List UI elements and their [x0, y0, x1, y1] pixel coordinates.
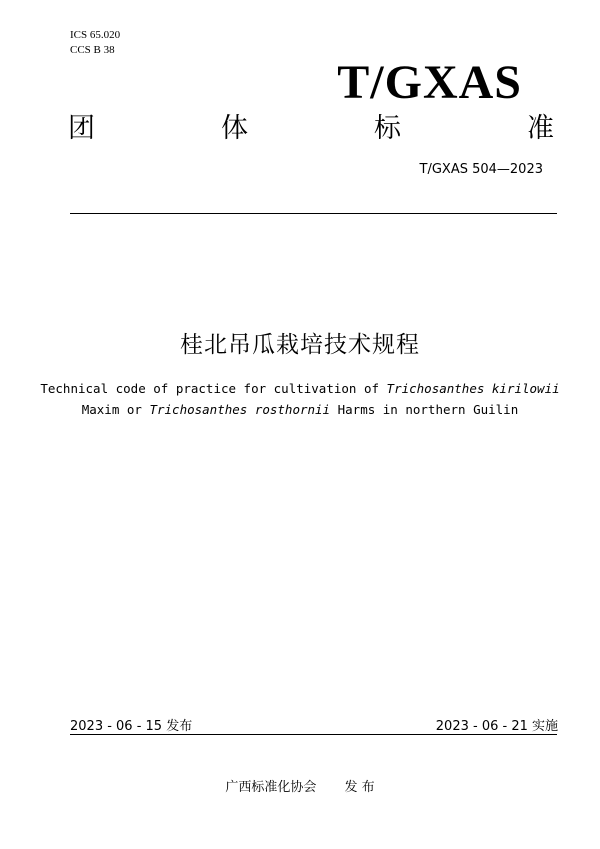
standard-type-char: 准	[527, 113, 554, 144]
english-title	[0, 378, 600, 420]
issuer-line	[0, 776, 600, 795]
bottom-divider	[70, 734, 557, 735]
issuer-name: 广西标准化协会	[225, 780, 317, 795]
chinese-title: 桂北吊瓜栽培技术规程	[180, 332, 420, 358]
implementation-date: 2023 - 06 - 21 实施	[435, 719, 558, 734]
ics-code: ICS 65.020	[70, 29, 121, 41]
organization-code: T/GXAS	[337, 56, 522, 109]
english-title-text: Maxim or	[81, 402, 150, 417]
standard-type	[68, 112, 554, 146]
ccs-code: CCS B 38	[70, 44, 115, 56]
publish-date: 2023 - 06 - 15 发布	[70, 719, 193, 734]
classification-codes	[70, 28, 120, 58]
standard-number: T/GXAS 504—2023	[419, 162, 543, 177]
standard-type-char: 体	[221, 113, 248, 144]
english-title-line2	[0, 399, 600, 420]
issuer-action: 发 布	[344, 780, 375, 795]
english-title-text: Harms in northern Guilin	[330, 402, 519, 417]
english-title-text: Technical code of practice for cultivation of	[40, 381, 387, 396]
top-divider	[70, 213, 557, 214]
standard-type-char: 标	[374, 113, 401, 144]
species-name-italic: Trichosanthes rosthornii	[149, 402, 331, 417]
species-name-italic: Trichosanthes kirilowii	[386, 381, 560, 396]
english-title-line1	[0, 378, 600, 399]
standard-type-char: 团	[68, 113, 95, 144]
